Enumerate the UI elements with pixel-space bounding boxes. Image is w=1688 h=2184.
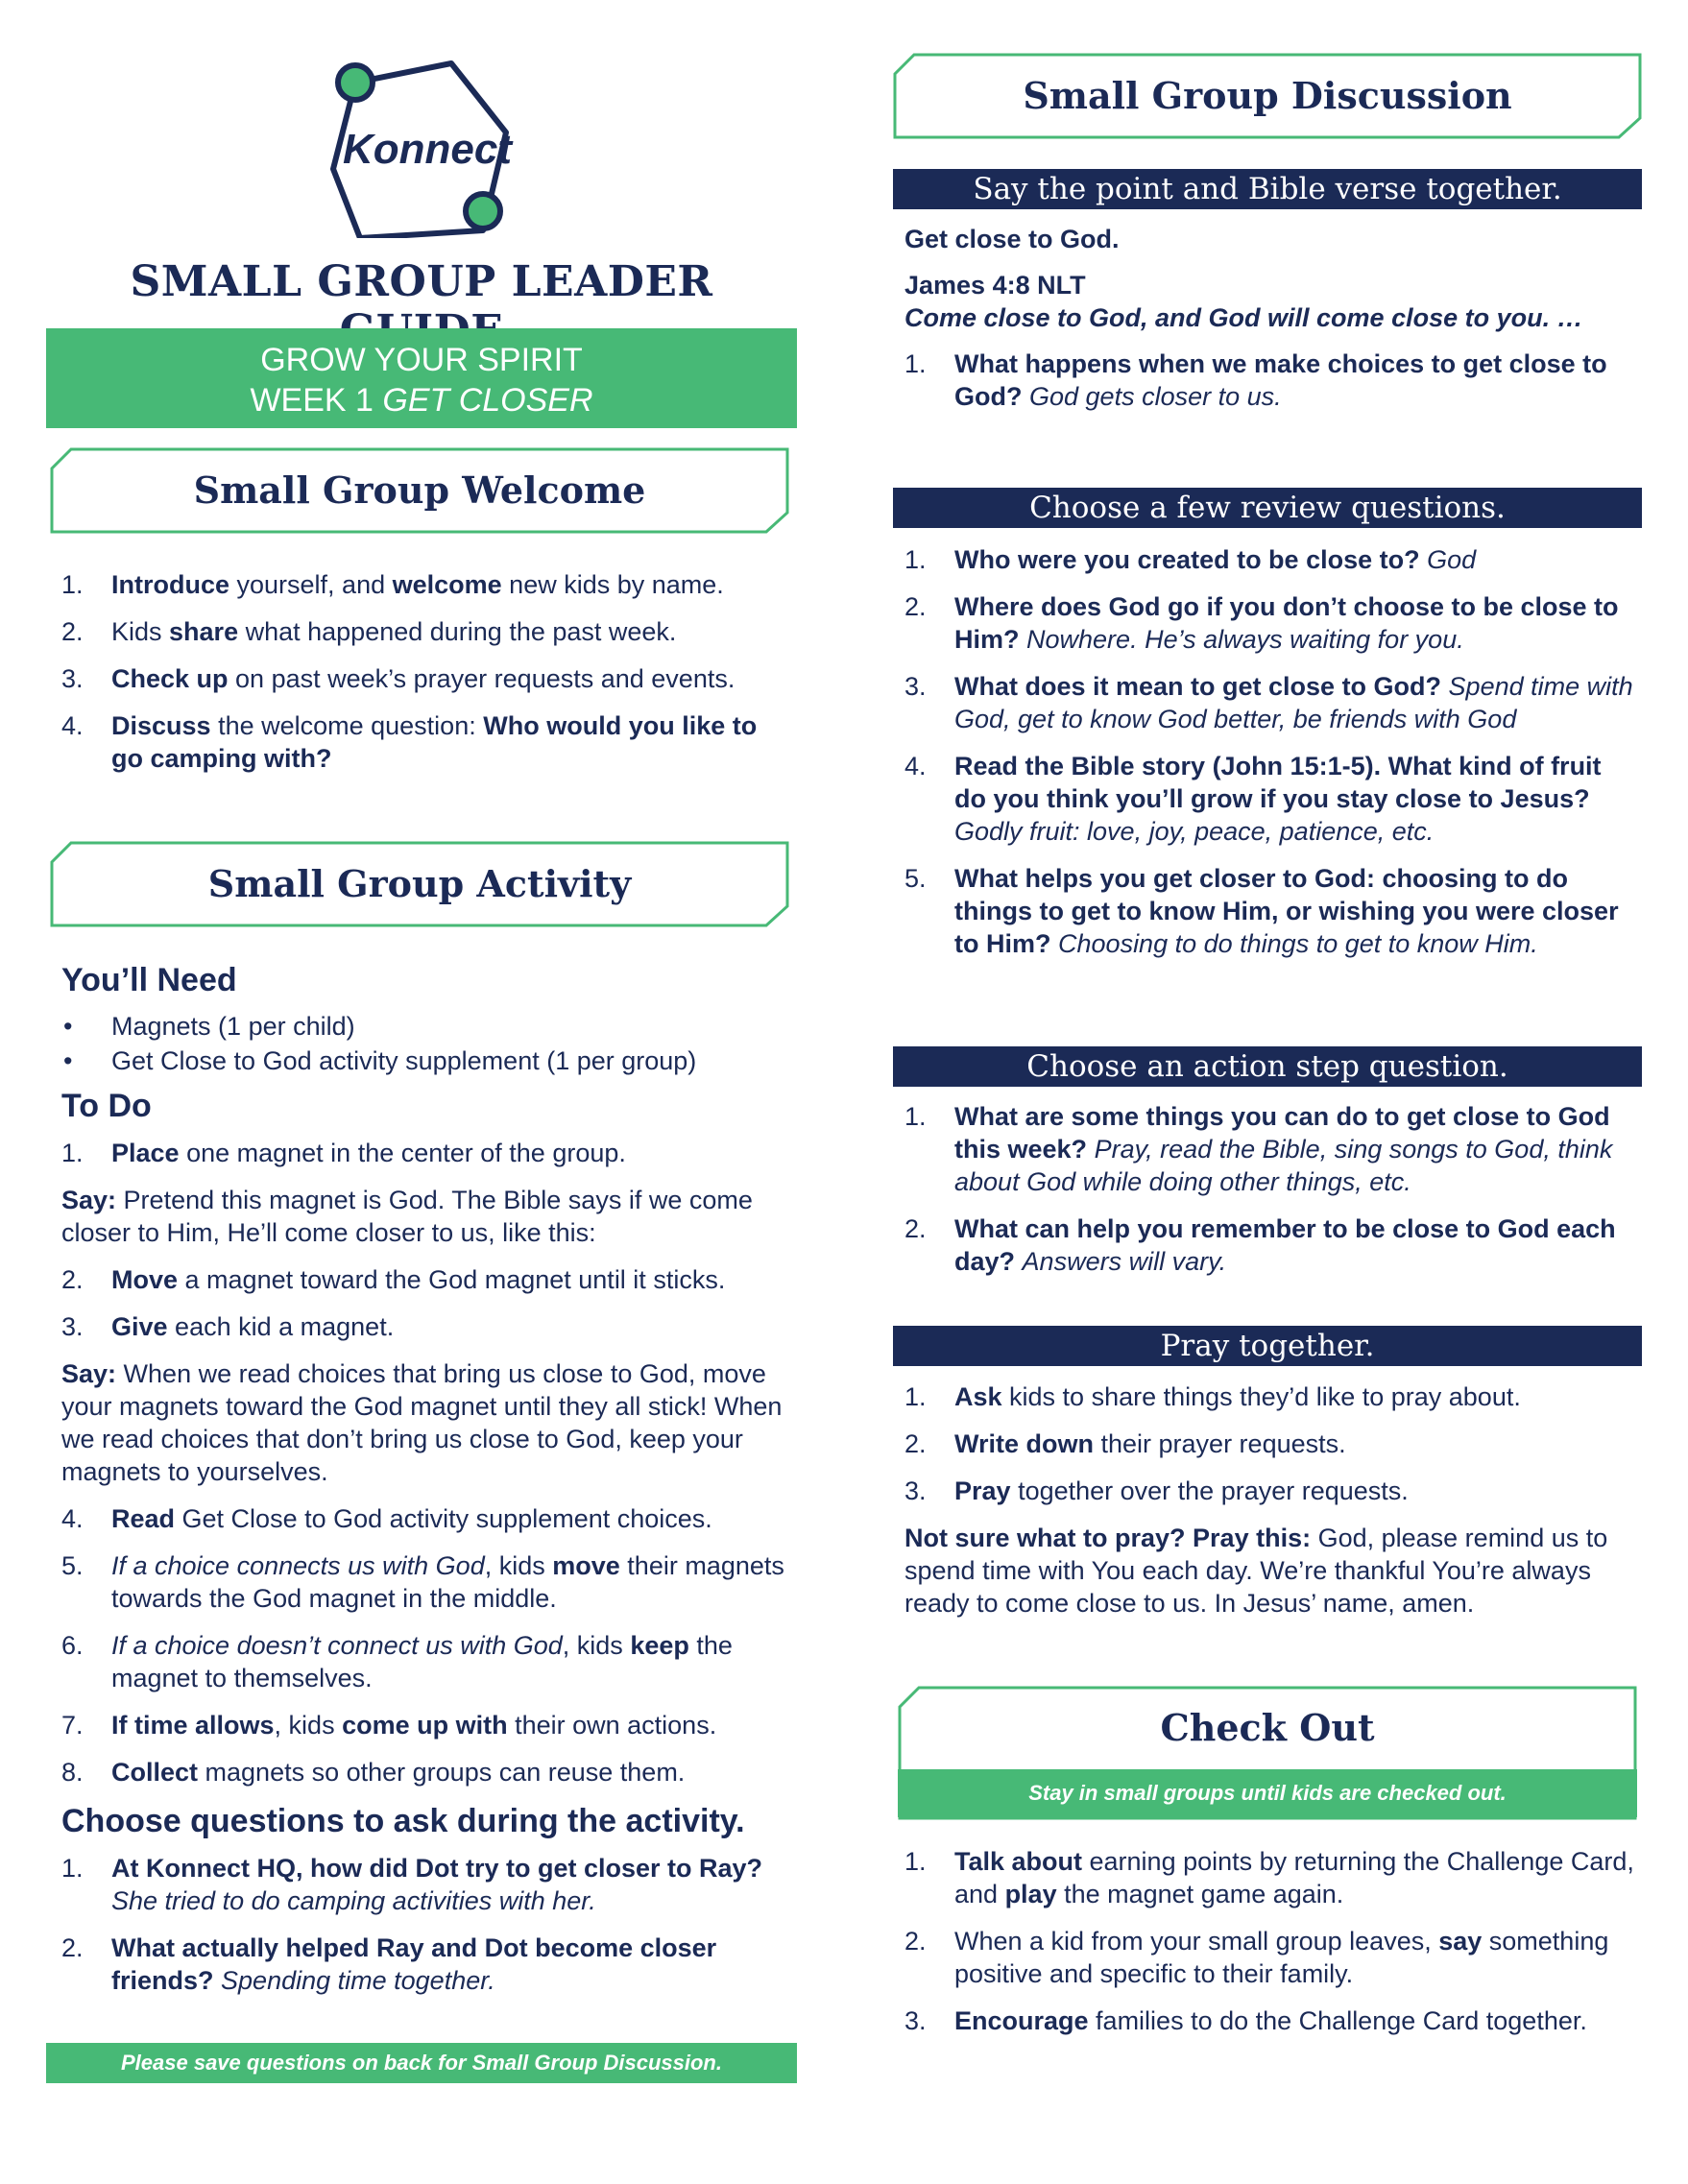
point-verse-block: [904, 223, 1634, 427]
list-item: 1. Place one magnet in the center of the group.: [61, 1139, 626, 1167]
to-do-heading: To Do: [61, 1088, 152, 1124]
list-item: 2. Where does God go if you don’t choose to be close to Him? Nowhere. He’s always waiting for you.: [904, 592, 1619, 654]
you-need-heading: You’ll Need: [61, 962, 237, 998]
action-questions-list: [904, 1100, 1634, 1292]
list-item: 7. If time allows, kids come up with their own actions.: [61, 1711, 717, 1740]
list-item: 6. If a choice doesn’t connect us with God, kids keep the magnet to themselves.: [61, 1631, 733, 1692]
bottom-line-point: Get close to God.: [904, 225, 1120, 253]
save-questions-note: Please save questions on back for Small Group Discussion.: [46, 2043, 797, 2083]
list-item: 3. Check up on past week’s prayer requests and events.: [61, 664, 735, 693]
list-item: 2. What can help you remember to be close to God each day? Answers will vary.: [904, 1214, 1616, 1276]
verse-reference: James 4:8 NLT: [904, 271, 1086, 300]
list-item: 1. At Konnect HQ, how did Dot try to get closer to Ray? She tried to do camping activities with her.: [61, 1854, 763, 1915]
bible-verse-bar: Say the point and Bible verse together.: [893, 169, 1642, 209]
list-item: 2. Move a magnet toward the God magnet until it sticks.: [61, 1265, 726, 1294]
list-item: 5. If a choice connects us with God, kids move their magnets towards the God magnet in the middle.: [61, 1551, 784, 1613]
list-item: 1. Who were you created to be close to? God: [904, 545, 1477, 574]
say-paragraph: Say: Pretend this magnet is God. The Bible says if we come closer to Him, He’ll come closer to us, like this:: [61, 1186, 753, 1247]
activity-body: [61, 962, 791, 2011]
checkout-heading: Check Out: [1160, 1706, 1375, 1749]
list-item: 1. Talk about earning points by returning the Challenge Card, and play the magnet game again.: [904, 1847, 1634, 1908]
list-item: 1. Ask kids to share things they’d like to pray about.: [904, 1382, 1521, 1411]
series-banner: [46, 328, 797, 428]
discussion-heading: Small Group Discussion: [1023, 74, 1512, 117]
series-name: GROW YOUR SPIRIT: [260, 342, 583, 378]
list-item: 2. Write down their prayer requests.: [904, 1429, 1346, 1458]
review-questions-list: [904, 543, 1634, 974]
list-item: 3. Pray together over the prayer requests.: [904, 1476, 1409, 1505]
list-item: 4. Discuss the welcome question: Who would you like to go camping with?: [61, 711, 758, 773]
welcome-section-header: [50, 447, 789, 534]
list-item: 4. Read the Bible story (John 15:1-5). What kind of fruit do you think you’ll grow if you stay close to Jesus? Godly fruit: love, joy, peace, patience, etc.: [904, 752, 1602, 846]
prayer-list: [904, 1380, 1634, 1634]
week-title: GET CLOSER: [382, 382, 593, 419]
list-item: 2. What actually helped Ray and Dot become closer friends? Spending time together.: [61, 1933, 717, 1995]
checkout-list: [904, 1845, 1634, 2052]
activity-questions-heading: Choose questions to ask during the activity.: [61, 1803, 745, 1839]
prayer-note: Not sure what to pray? Pray this: God, please remind us to spend time with You each day. We’re thankful You’re always ready to come close to us. In Jesus’ name, amen.: [904, 1524, 1608, 1618]
list-item: • Magnets (1 per child): [61, 1009, 791, 1044]
list-item: 8. Collect magnets so other groups can reuse them.: [61, 1758, 686, 1787]
list-item: • Get Close to God activity supplement (1 per group): [61, 1044, 791, 1078]
say-paragraph: Say: When we read choices that bring us close to God, move your magnets toward the God magnet until they all stick! When we read choices that don’t bring us close to God, keep your magnets to yourselves.: [61, 1359, 783, 1486]
welcome-heading: Small Group Welcome: [193, 468, 646, 512]
action-step-bar: Choose an action step question.: [893, 1046, 1642, 1087]
discussion-section-header: [893, 53, 1642, 139]
list-item: 5. What helps you get closer to God: choosing to do things to get to know Him, or wishing you were closer to Him? Choosing to do things to get to know Him.: [904, 864, 1619, 958]
list-item: 2. Kids share what happened during the past week.: [61, 617, 677, 646]
list-item: 4. Read Get Close to God activity supplement choices.: [61, 1504, 712, 1533]
list-item: 3. Give each kid a magnet.: [61, 1312, 395, 1341]
pray-together-bar: Pray together.: [893, 1326, 1642, 1366]
list-item: 3. Encourage families to do the Challenge Card together.: [904, 2006, 1587, 2035]
week-number: WEEK 1: [250, 382, 374, 419]
welcome-list: [61, 568, 791, 789]
list-item: 1. What are some things you can do to get close to God this week? Pray, read the Bible, sing songs to God, think about God while doing other things, etc.: [904, 1102, 1613, 1196]
checkout-note: Stay in small groups until kids are checked out.: [898, 1769, 1637, 1817]
list-item: 1. Introduce yourself, and welcome new kids by name.: [61, 570, 724, 599]
konnect-logo: [283, 56, 523, 238]
guide-title: SMALL GROUP LEADER: [130, 257, 713, 306]
activity-heading: Small Group Activity: [207, 862, 632, 905]
supplies-list: [61, 1009, 791, 1078]
verse-text: Come close to God, and God will come close to you. …: [904, 303, 1583, 332]
activity-section-header: [50, 841, 789, 927]
week-line: [46, 380, 797, 420]
logo-text: Konnect: [343, 126, 512, 173]
review-questions-bar: Choose a few review questions.: [893, 488, 1642, 528]
list-item: 2. When a kid from your small group leaves, say something positive and specific to their family.: [904, 1927, 1609, 1988]
list-item: 3. What does it mean to get close to God? Spend time with God, get to know God better, be friends with God: [904, 672, 1633, 733]
list-item: 1. What happens when we make choices to get close to God? God gets closer to us.: [904, 349, 1607, 411]
